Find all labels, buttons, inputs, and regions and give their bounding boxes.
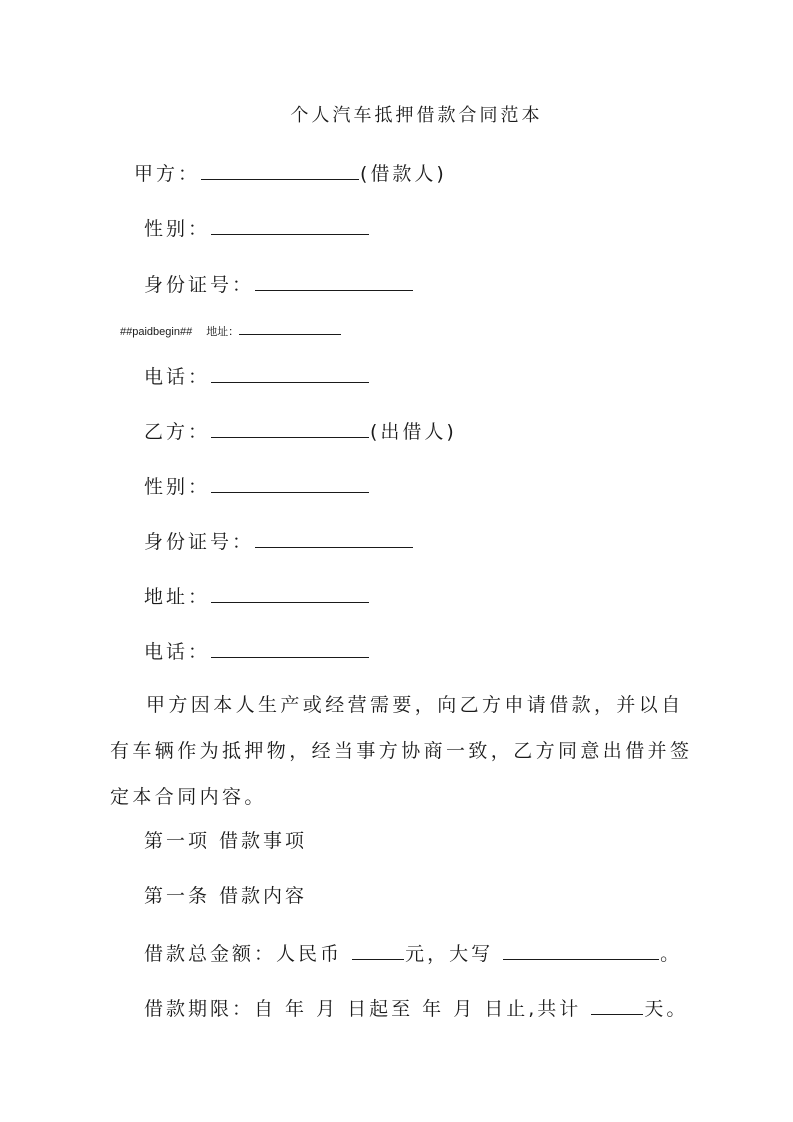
party-b-id-label: 身份证号：	[144, 531, 255, 553]
party-a-address-blank[interactable]	[239, 324, 341, 335]
section-heading: 第一项 借款事项	[144, 830, 308, 852]
amount-words-blank[interactable]	[503, 940, 659, 960]
term-days-blank[interactable]	[591, 995, 643, 1015]
party-b-phone-blank[interactable]	[211, 638, 369, 658]
amount-unit: 元，大写	[405, 943, 494, 965]
party-a-id-blank[interactable]	[255, 271, 413, 291]
term-label: 借款期限：自 年 月 日起至 年 月 日止,共计	[144, 998, 582, 1020]
amount-label: 借款总金额：人民币	[144, 943, 343, 965]
party-b-phone-label: 电话：	[144, 641, 211, 663]
party-b-gender-label: 性别：	[144, 476, 211, 498]
party-a-gender-label: 性别：	[144, 218, 211, 240]
amount-number-blank[interactable]	[352, 940, 404, 960]
party-b-id-blank[interactable]	[255, 528, 413, 548]
party-b-line	[144, 418, 457, 444]
party-a-phone-line	[144, 363, 370, 389]
party-b-phone-line	[144, 638, 370, 664]
party-b-gender-line	[144, 473, 370, 499]
amount-end: 。	[660, 943, 683, 965]
party-a-gender-blank[interactable]	[211, 215, 369, 235]
party-b-address-line	[144, 583, 370, 609]
party-a-address-label: 地址：	[206, 325, 240, 338]
party-b-gender-blank[interactable]	[211, 473, 369, 493]
party-a-phone-blank[interactable]	[211, 363, 369, 383]
amount-line	[144, 940, 682, 966]
party-a-phone-label: 电话：	[144, 366, 211, 388]
document-title: 个人汽车抵押借款合同范本	[290, 105, 543, 126]
article-heading: 第一条 借款内容	[144, 885, 308, 907]
party-a-address-line	[120, 324, 341, 339]
party-b-id-line	[144, 528, 414, 554]
party-b-address-label: 地址：	[144, 586, 211, 608]
party-a-line	[134, 160, 447, 186]
term-line	[144, 995, 688, 1021]
party-b-label: 乙方：	[144, 421, 211, 443]
party-b-name-blank[interactable]	[211, 418, 369, 438]
party-b-role: (出借人)	[370, 421, 457, 443]
party-a-name-blank[interactable]	[201, 160, 359, 180]
party-a-id-label: 身份证号：	[144, 274, 255, 296]
party-a-id-line	[144, 271, 414, 297]
intro-paragraph: 甲方因本人生产或经营需要，向乙方申请借款，并以自有车辆作为抵押物，经当事方协商一致，乙方同意出借并签定本合同内容。	[110, 694, 693, 808]
party-a-role: (借款人)	[360, 163, 447, 185]
party-b-address-blank[interactable]	[211, 583, 369, 603]
paid-begin-marker: ##paidbegin##	[120, 326, 193, 338]
term-end: 天。	[644, 998, 689, 1020]
party-a-gender-line	[144, 215, 370, 241]
party-a-label: 甲方：	[134, 163, 201, 185]
